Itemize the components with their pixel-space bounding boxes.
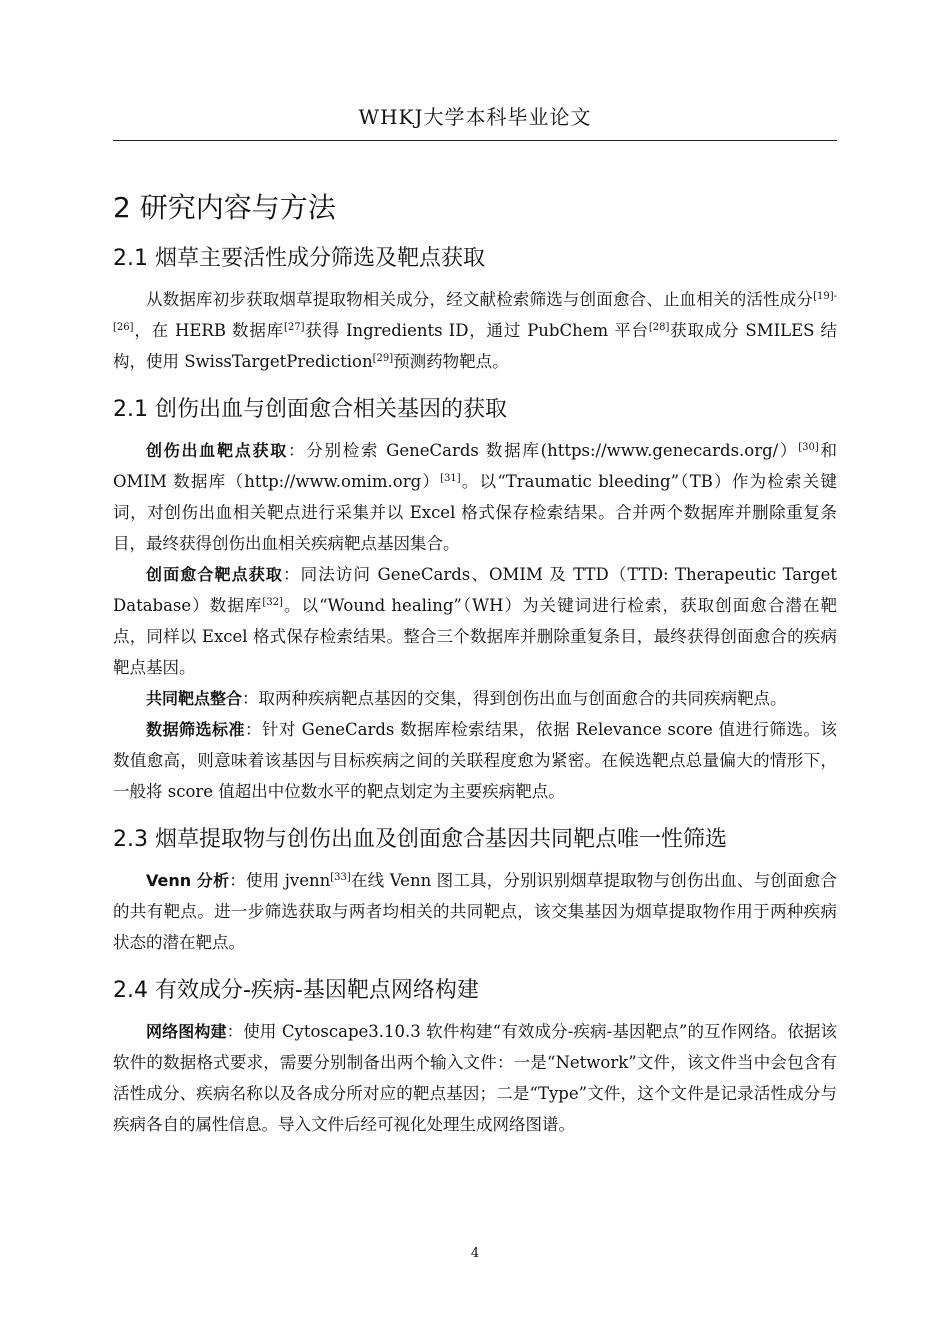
paragraph-active-ingredients [113, 284, 837, 377]
bold-lead: Venn 分析 [146, 871, 230, 890]
paragraph-network-construction [113, 1016, 837, 1140]
text: 预测药物靶点。 [393, 352, 509, 371]
text: ：使用 Cytoscape3.10.3 软件构建“有效成分-疾病-基因靶点”的互作网络。依据该软件的数据格式要求，需要分别制备出两个输入文件：一是“Network”文件，该文件当中会包含有活性成分、疾病名称以及各成分所对应的靶点基因；二是“Type”文件，这个文件是记录活性成分与疾病各自的属性信息。导入文件后经可视化处理生成网络图谱。 [113, 1022, 837, 1134]
bold-lead: 数据筛选标准 [146, 720, 245, 739]
text: 。以“Wound healing”（WH）为关键词进行检索，获取创面愈合潜在靶点，同样以 Excel 格式保存检索结果。整合三个数据库并删除重复条目，最终获得创面愈合的疾病靶点基因。 [113, 596, 837, 677]
text: 从数据库初步获取烟草提取物相关成分，经文献检索筛选与创面愈合、止血相关的活性成分 [146, 290, 814, 309]
section-title-2-4: 2.4 有效成分-疾病-基因靶点网络构建 [113, 978, 479, 1003]
citation: [19]-[26] [113, 291, 837, 333]
page-number: 4 [470, 1246, 480, 1261]
bold-lead: 创面愈合靶点获取 [146, 565, 284, 584]
citation: [28] [648, 322, 670, 333]
citation: [32] [262, 597, 283, 608]
page-body [113, 188, 837, 1140]
running-header: WHKJ大学本科毕业论文 [358, 105, 592, 129]
text: ：针对 GeneCards 数据库检索结果，依据 Relevance score 值进行筛选。该数值愈高，则意味着该基因与目标疾病之间的关联程度愈为紧密。在候选靶点总量偏大的情形下，一般将 score 值超出中位数水平的靶点划定为主要疾病靶点。 [113, 720, 837, 801]
text: 获取成分 SMILES 结构，使用 SwissTargetPrediction [113, 321, 837, 371]
text: ：使用 jvenn [229, 871, 331, 890]
header-rule [113, 140, 837, 141]
text: ：取两种疾病靶点基因的交集，得到创伤出血与创面愈合的共同疾病靶点。 [242, 689, 787, 708]
paragraph-tb-targets [113, 435, 837, 559]
bold-lead: 网络图构建 [146, 1022, 227, 1041]
bold-lead: 创伤出血靶点获取 [146, 441, 288, 460]
text: ：同法访问 GeneCards、OMIM 及 TTD（TTD: Therapeutic Target Database）数据库 [113, 565, 837, 615]
text: 和 OMIM 数据库（http://www.omim.org） [113, 441, 837, 491]
paragraph-common-targets [113, 683, 837, 714]
citation: [29] [372, 353, 394, 364]
chapter-title: 2 研究内容与方法 [113, 191, 336, 224]
paragraph-wh-targets [113, 559, 837, 683]
citation: [33] [330, 872, 351, 883]
citation: [27] [283, 322, 305, 333]
bold-lead: 共同靶点整合 [146, 689, 243, 708]
paragraph-venn-analysis [113, 865, 837, 958]
citation: [31] [440, 473, 461, 484]
citation: [30] [798, 442, 819, 453]
text: 获得 Ingredients ID，通过 PubChem 平台 [304, 321, 649, 340]
text: 在线 Venn 图工具，分别识别烟草提取物与创伤出血、与创面愈合的共有靶点。进一步筛选获取与两者均相关的共同靶点，该交集基因为烟草提取物作用于两种疾病状态的潜在靶点。 [113, 871, 837, 952]
section-title-2-1b: 2.1 创伤出血与创面愈合相关基因的获取 [113, 397, 507, 422]
text: ：分别检索 GeneCards 数据库(https://www.genecards.org/） [287, 441, 799, 460]
paragraph-screening-criteria [113, 714, 837, 807]
text: 。以“Traumatic bleeding”（TB）作为检索关键词，对创伤出血相关靶点进行采集并以 Excel 格式保存检索结果。合并两个数据库并删除重复条目，最终获得创伤出血相关疾病靶点基因集合。 [113, 472, 837, 553]
section-title-2-3: 2.3 烟草提取物与创伤出血及创面愈合基因共同靶点唯一性筛选 [113, 827, 727, 852]
section-title-2-1a: 2.1 烟草主要活性成分筛选及靶点获取 [113, 246, 485, 271]
text: ，在 HERB 数据库 [133, 321, 284, 340]
